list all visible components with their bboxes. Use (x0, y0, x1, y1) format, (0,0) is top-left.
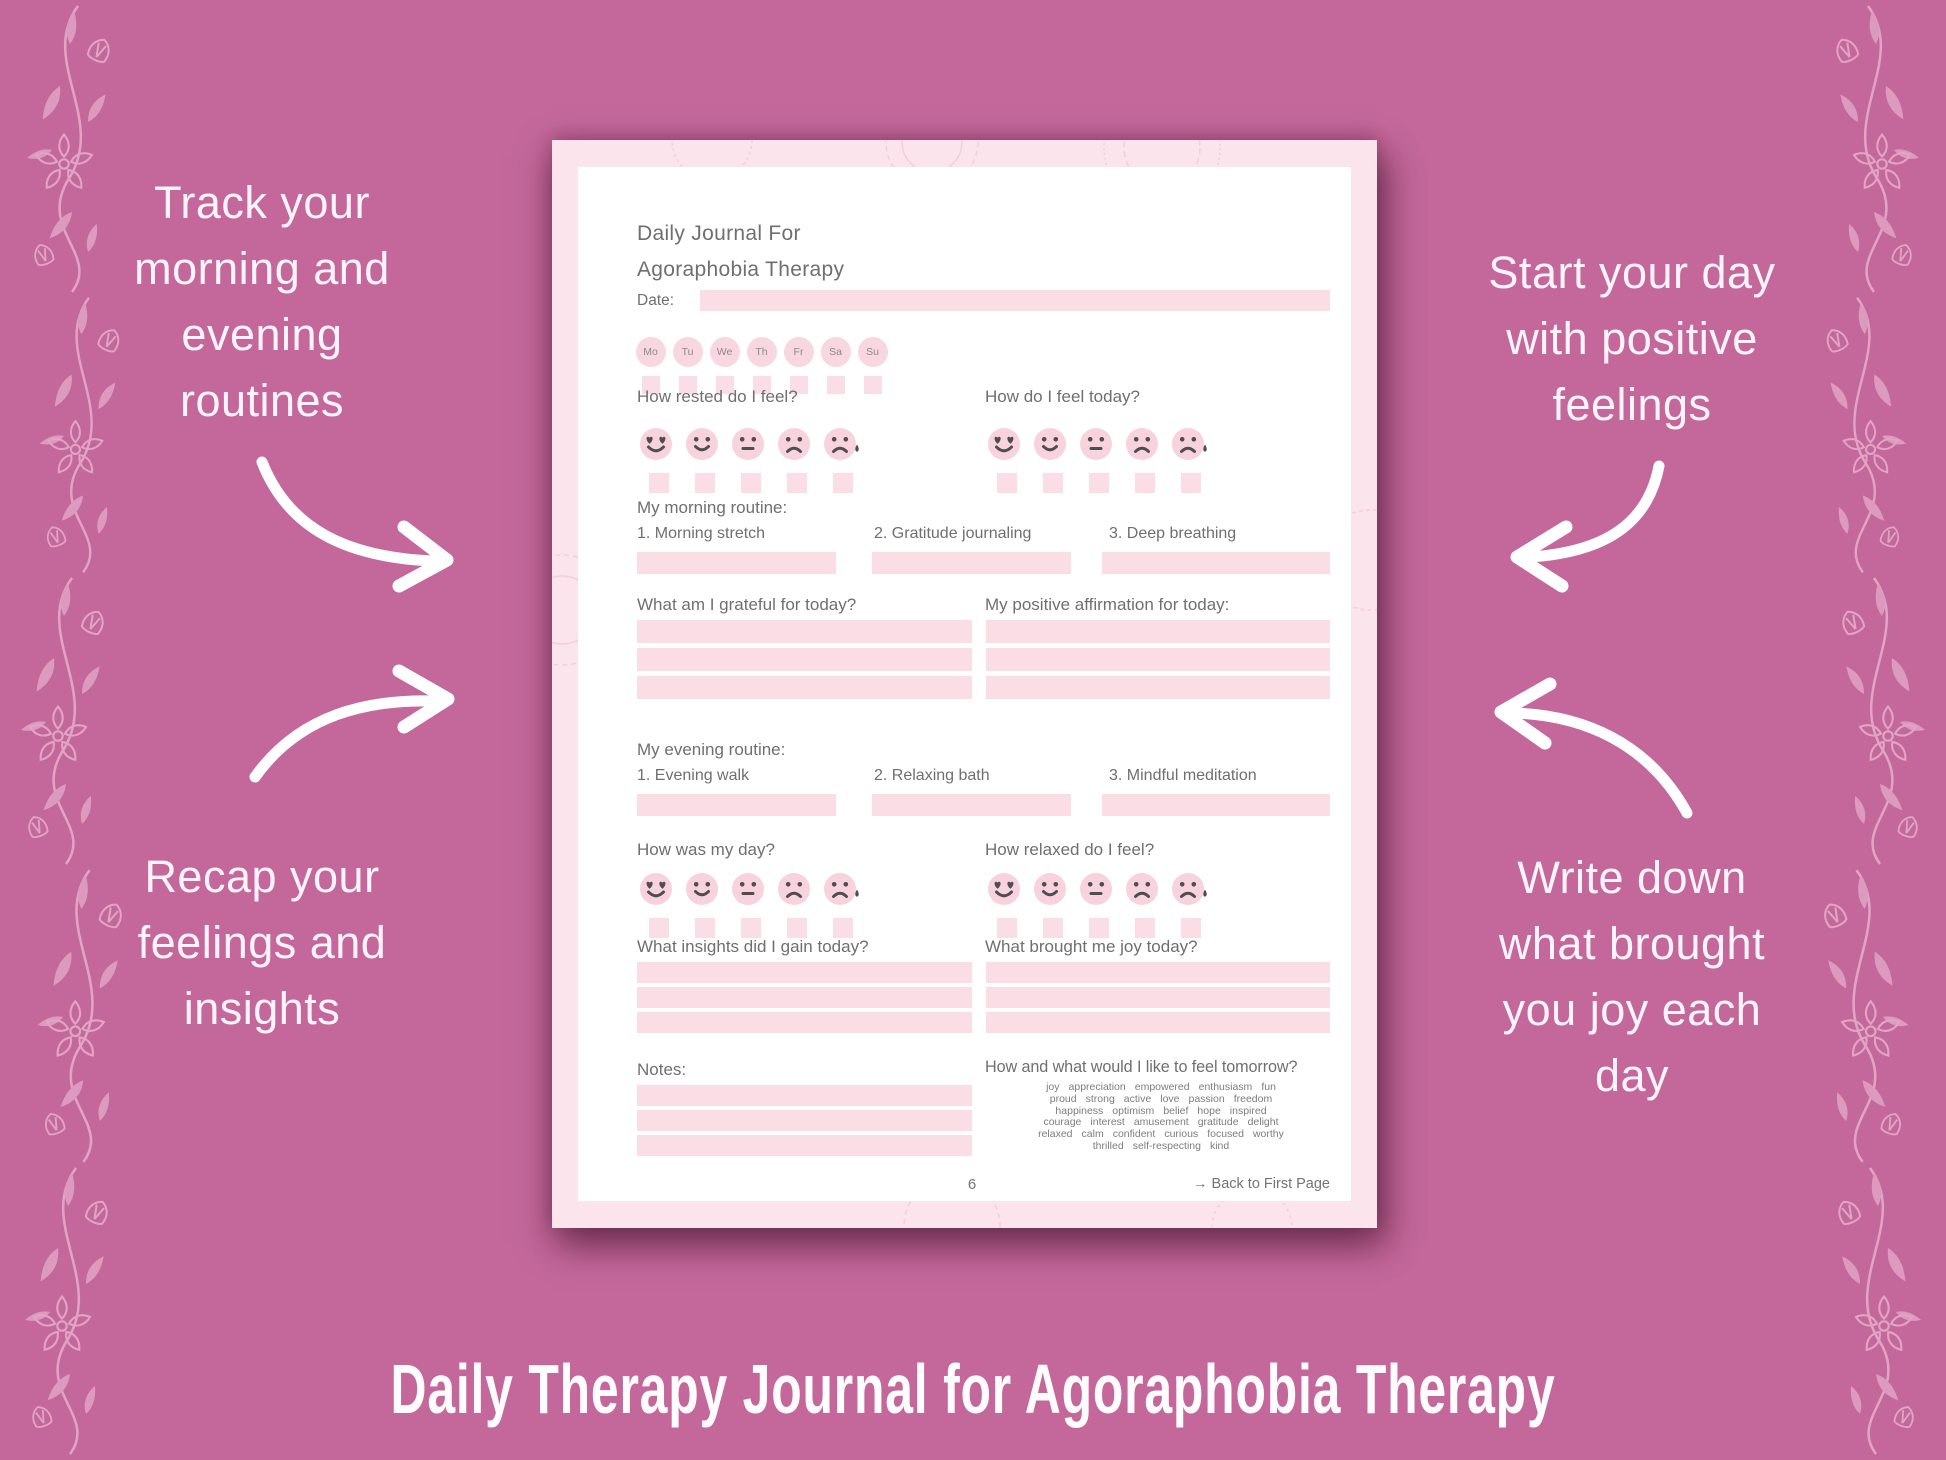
feeling-word: focused (1207, 1128, 1244, 1141)
mood-checkbox[interactable] (1135, 918, 1155, 938)
mood-scale-was-day[interactable] (636, 872, 866, 938)
arrow-bottom-right-icon (1501, 684, 1687, 813)
input-line[interactable] (1102, 552, 1330, 574)
input-line[interactable] (637, 552, 836, 574)
feeling-word: curious (1164, 1128, 1199, 1141)
feeling-word: self-respecting (1132, 1139, 1201, 1152)
mood-checkbox[interactable] (1043, 473, 1063, 493)
day-sa[interactable] (817, 337, 854, 394)
mood-checkbox[interactable] (1089, 918, 1109, 938)
mood-checkbox[interactable] (1181, 473, 1201, 493)
feeling-word: passion (1188, 1092, 1225, 1105)
floral-border-right-icon (1796, 0, 1946, 1460)
question-affirmation: My positive affirmation for today: (985, 595, 1230, 614)
poster-title: Daily Therapy Journal for Agoraphobia Therapy (390, 1350, 1556, 1428)
feeling-word: gratitude (1197, 1116, 1239, 1129)
input-line[interactable] (872, 552, 1071, 574)
feeling-word: hope (1197, 1104, 1221, 1117)
mood-crying-icon[interactable] (1171, 872, 1211, 911)
day-we[interactable] (706, 337, 743, 394)
journal-title-line2: Agoraphobia Therapy (637, 258, 845, 281)
mood-checkbox[interactable] (787, 473, 807, 493)
feeling-word: amusement (1133, 1116, 1189, 1129)
feeling-word: fun (1261, 1081, 1276, 1093)
feeling-word: enthusiasm (1198, 1081, 1253, 1093)
mood-neutral-icon[interactable] (731, 872, 771, 911)
feeling-word: love (1160, 1092, 1180, 1105)
mood-checkbox[interactable] (695, 918, 715, 938)
arrow-top-left-icon (262, 462, 447, 586)
input-line[interactable] (986, 962, 1330, 983)
feeling-word: confident (1112, 1128, 1156, 1141)
mood-checkbox[interactable] (649, 473, 669, 493)
journal-page (552, 140, 1377, 1228)
day-circle[interactable]: Su (858, 337, 888, 367)
input-line[interactable] (637, 1012, 972, 1033)
mood-frown-icon[interactable] (1125, 872, 1165, 911)
mood-heart-eyes-icon[interactable] (639, 872, 679, 911)
mood-crying-icon[interactable] (823, 872, 863, 911)
feeling-word: inspired (1229, 1104, 1267, 1117)
day-su[interactable] (854, 337, 891, 394)
evening-routine-label: My evening routine: (637, 740, 786, 759)
feeling-word: delight (1247, 1116, 1279, 1129)
arrow-bottom-left-icon (255, 671, 448, 777)
question-relaxed: How relaxed do I feel? (985, 840, 1155, 859)
mood-smile-icon[interactable] (1033, 427, 1073, 466)
mood-neutral-icon[interactable] (1079, 872, 1119, 911)
input-line[interactable] (637, 1085, 972, 1106)
morning-routine-label: My morning routine: (637, 498, 788, 517)
feeling-word: relaxed (1038, 1128, 1073, 1141)
day-circle[interactable]: Sa (821, 337, 851, 367)
notes-label: Notes: (637, 1060, 687, 1079)
mood-heart-eyes-icon[interactable] (987, 872, 1027, 911)
input-line[interactable] (637, 648, 972, 671)
feeling-word: thrilled (1092, 1139, 1124, 1152)
evening-item-1: 1. Evening walk (637, 767, 750, 784)
evening-item-2: 2. Relaxing bath (874, 767, 990, 784)
mood-checkbox[interactable] (1089, 473, 1109, 493)
feeling-word: optimism (1112, 1104, 1155, 1117)
input-line[interactable] (637, 1110, 972, 1131)
date-label: Date: (637, 292, 675, 309)
mood-checkbox[interactable] (1135, 473, 1155, 493)
question-rested: How rested do I feel? (637, 387, 798, 406)
mood-neutral-icon[interactable] (731, 427, 771, 466)
mood-neutral-icon[interactable] (1079, 427, 1119, 466)
input-line[interactable] (1102, 794, 1330, 816)
mood-heart-eyes-icon[interactable] (987, 427, 1027, 466)
input-line[interactable] (986, 620, 1330, 643)
feeling-word: kind (1209, 1139, 1230, 1152)
feeling-word: belief (1163, 1104, 1189, 1117)
feeling-word: worthy (1252, 1128, 1284, 1141)
mood-checkbox[interactable] (741, 473, 761, 493)
day-circle[interactable]: We (710, 337, 740, 367)
day-circle[interactable]: Fr (784, 337, 814, 367)
day-tu[interactable] (669, 337, 706, 394)
day-circle[interactable]: Mo (636, 337, 666, 367)
mood-checkbox[interactable] (997, 473, 1017, 493)
mood-checkbox[interactable] (1181, 918, 1201, 938)
day-fr[interactable] (780, 337, 817, 394)
mood-frown-icon[interactable] (1125, 427, 1165, 466)
day-checkbox[interactable] (864, 376, 882, 394)
morning-item-3: 3. Deep breathing (1109, 525, 1237, 542)
input-line[interactable] (986, 648, 1330, 671)
day-circle[interactable]: Th (747, 337, 777, 367)
mood-scale-rested[interactable] (636, 427, 866, 493)
question-insights: What insights did I gain today? (637, 937, 869, 956)
input-line[interactable] (986, 1012, 1330, 1033)
mood-crying-icon[interactable] (823, 427, 863, 466)
feeling-word: appreciation (1068, 1081, 1126, 1093)
mood-smile-icon[interactable] (1033, 872, 1073, 911)
mood-scale-relaxed[interactable] (984, 872, 1214, 938)
mood-smile-icon[interactable] (685, 427, 725, 466)
input-line[interactable] (986, 987, 1330, 1008)
feeling-word: proud (1049, 1092, 1077, 1105)
feeling-word: strong (1085, 1092, 1115, 1105)
input-line[interactable] (872, 794, 1071, 816)
mood-checkbox[interactable] (1043, 918, 1063, 938)
question-joy: What brought me joy today? (985, 937, 1198, 956)
input-line[interactable] (637, 676, 972, 699)
back-to-first-page-link[interactable]: → Back to First Page (1193, 1176, 1330, 1192)
feeling-word: calm (1081, 1128, 1104, 1141)
mood-smile-icon[interactable] (685, 872, 725, 911)
question-grateful: What am I grateful for today? (637, 595, 857, 614)
mood-checkbox[interactable] (997, 918, 1017, 938)
day-circle[interactable]: Tu (673, 337, 703, 367)
feelings-word-cloud (985, 1082, 1337, 1153)
date-input-line[interactable] (700, 290, 1330, 311)
day-th[interactable] (743, 337, 780, 394)
mood-scale-feel-today[interactable] (984, 427, 1214, 493)
morning-item-2: 2. Gratitude journaling (874, 525, 1032, 542)
input-line[interactable] (986, 676, 1330, 699)
evening-item-3: 3. Mindful meditation (1109, 767, 1257, 784)
mood-heart-eyes-icon[interactable] (639, 427, 679, 466)
feeling-word: freedom (1233, 1092, 1273, 1105)
morning-item-1: 1. Morning stretch (637, 525, 766, 542)
feeling-word: courage (1043, 1116, 1082, 1129)
input-line[interactable] (637, 794, 836, 816)
journal-title-line1: Daily Journal For (637, 222, 801, 245)
feeling-word: empowered (1134, 1081, 1190, 1093)
feeling-word: joy (1046, 1081, 1060, 1093)
question-tomorrow: How and what would I like to feel tomorrow? (985, 1058, 1298, 1076)
mood-checkbox[interactable] (787, 918, 807, 938)
mood-checkbox[interactable] (833, 473, 853, 493)
caption-write-joy: Write down what brought you joy each day (1498, 852, 1766, 1101)
input-line[interactable] (637, 620, 972, 643)
mood-crying-icon[interactable] (1171, 427, 1211, 466)
input-line[interactable] (637, 1135, 972, 1156)
mood-frown-icon[interactable] (777, 427, 817, 466)
caption-track-routines: Track your morning and evening routines (134, 177, 390, 426)
input-line[interactable] (637, 987, 972, 1008)
day-mo[interactable] (632, 337, 669, 394)
day-selector[interactable] (632, 337, 891, 394)
arrow-top-right-icon (1517, 466, 1659, 586)
question-was-day: How was my day? (637, 840, 775, 859)
day-checkbox[interactable] (827, 376, 845, 394)
feeling-word: happiness (1055, 1104, 1104, 1117)
mood-checkbox[interactable] (649, 918, 669, 938)
mood-frown-icon[interactable] (777, 872, 817, 911)
caption-start-day: Start your day with positive feelings (1488, 247, 1776, 430)
mood-checkbox[interactable] (741, 918, 761, 938)
mood-checkbox[interactable] (833, 918, 853, 938)
page-number: 6 (967, 1176, 977, 1193)
feeling-word: interest (1090, 1116, 1125, 1129)
mood-checkbox[interactable] (695, 473, 715, 493)
feeling-word: active (1123, 1092, 1152, 1105)
question-feel-today: How do I feel today? (985, 387, 1140, 406)
caption-recap-feelings: Recap your feelings and insights (137, 851, 387, 1034)
input-line[interactable] (637, 962, 972, 983)
